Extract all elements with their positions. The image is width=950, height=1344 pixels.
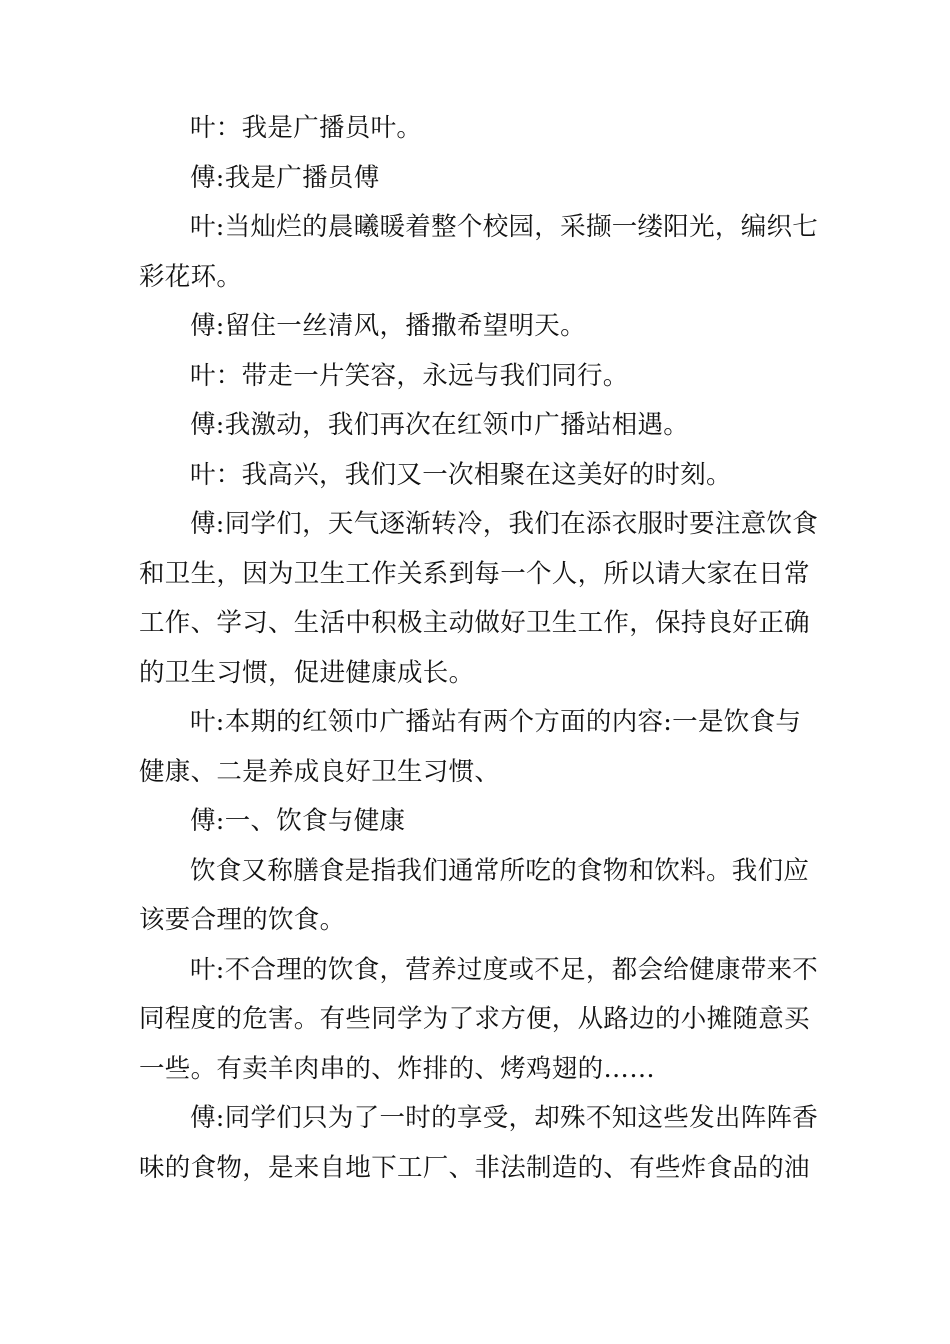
paragraph-4: 傅:留住一丝清风，播撒希望明天。 — [190, 311, 586, 341]
paragraph-7: 叶：我高兴，我们又一次相聚在这美好的时刻。 — [190, 459, 732, 490]
document-body — [139, 104, 819, 1193]
paragraph-1: 叶：我是广播员叶。 — [190, 113, 423, 143]
paragraph-8: 傅:同学们，天气逐渐转冷，我们在添衣服时要注意饮食和卫生，因为卫生工作关系到每一个人，所以请大家在日常工作、学习、生活中积极主动做好卫生工作，保持良好正确的卫生习惯，促进健康成长。 — [139, 509, 819, 688]
paragraph-10: 傅:一、饮食与健康 — [190, 806, 406, 836]
paragraph-9: 叶:本期的红领巾广播站有两个方面的内容:一是饮食与健康、二是养成良好卫生习惯、 — [139, 707, 802, 787]
paragraph-13: 傅:同学们只为了一时的享受，却殊不知这些发出阵阵香味的食物，是来自地下工厂、非法制造的、有些炸食品的油 — [139, 1103, 819, 1183]
paragraph-11: 饮食又称膳食是指我们通常所吃的食物和饮料。我们应该要合理的饮食。 — [139, 855, 810, 935]
paragraph-12: 叶:不合理的饮食，营养过度或不足，都会给健康带来不同程度的危害。有些同学为了求方便，从路边的小摊随意买一些。有卖羊肉串的、炸排的、烤鸡翅的…… — [139, 954, 819, 1084]
paragraph-6: 傅:我激动，我们再次在红领巾广播站相遇。 — [190, 410, 690, 440]
paragraph-5: 叶：带走一片笑容，永远与我们同行。 — [190, 360, 629, 391]
paragraph-2: 傅:我是广播员傅 — [190, 162, 380, 193]
paragraph-3: 叶:当灿烂的晨曦暖着整个校园，采撷一缕阳光，编织七彩花环。 — [139, 212, 819, 292]
